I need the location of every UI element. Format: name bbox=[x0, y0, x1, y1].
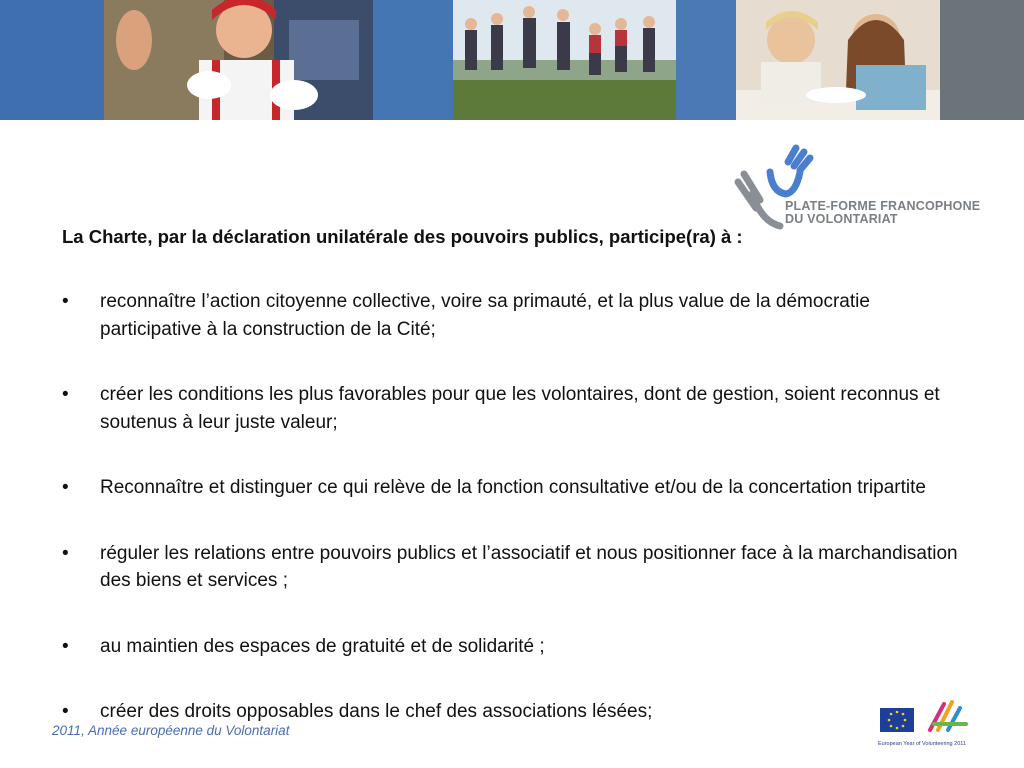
page-heading: La Charte, par la déclaration unilatérale des pouvoirs publics, participe(ra) à : bbox=[62, 226, 743, 247]
list-item bbox=[62, 633, 972, 661]
bullet-icon: • bbox=[62, 701, 69, 722]
plate-forme-volontariat-logo bbox=[730, 142, 980, 234]
list-item-text: au maintien des espaces de gratuité et de solidarité ; bbox=[100, 635, 545, 657]
eu-flag-icon bbox=[878, 694, 978, 740]
footer-logo-caption: European Year of Volunteering 2011 bbox=[878, 741, 966, 747]
banner-blue-block bbox=[0, 0, 104, 120]
photo-students-desk bbox=[736, 0, 940, 120]
bullet-list bbox=[62, 288, 972, 764]
bullet-icon: • bbox=[62, 635, 69, 657]
bullet-icon: • bbox=[62, 542, 69, 564]
list-item bbox=[62, 698, 972, 726]
list-item-text: créer des droits opposables dans le chef des associations lésées; bbox=[100, 701, 653, 722]
footer-text: 2011, Année européenne du Volontariat bbox=[52, 723, 290, 738]
bullet-icon: • bbox=[62, 384, 69, 405]
logo-text-line1: PLATE-FORME FRANCOPHONE bbox=[785, 199, 981, 213]
list-item bbox=[62, 474, 972, 502]
list-item-text: Reconnaître et distinguer ce qui relève de la fonction consultative et/ou de la concertation tripartite bbox=[100, 477, 926, 498]
photo-jumping-group bbox=[453, 0, 676, 120]
european-year-volunteering-logo bbox=[878, 694, 978, 752]
list-item-text: réguler les relations entre pouvoirs publics et l’associatif et nous positionner face à la marchandisation des biens et services ; bbox=[100, 542, 958, 591]
bullet-icon: • bbox=[62, 291, 69, 312]
banner-gray-block bbox=[940, 0, 1024, 120]
banner-blue-block bbox=[676, 0, 736, 120]
list-item-text: créer les conditions les plus favorables pour que les volontaires, dont de gestion, soient reconnus et soutenus à leur juste valeur; bbox=[100, 384, 940, 433]
bullet-icon: • bbox=[62, 477, 69, 498]
logo-text-line2: DU VOLONTARIAT bbox=[785, 212, 898, 226]
list-item bbox=[62, 381, 972, 436]
list-item-text: reconnaître l’action citoyenne collective, voire sa primauté, et la plus value de la démocratie participative à la construction de la Cité; bbox=[100, 291, 870, 340]
photo-clown-performer bbox=[104, 0, 373, 120]
list-item bbox=[62, 540, 972, 595]
header-banner bbox=[0, 0, 1024, 120]
list-item bbox=[62, 288, 972, 343]
banner-blue-block bbox=[373, 0, 453, 120]
